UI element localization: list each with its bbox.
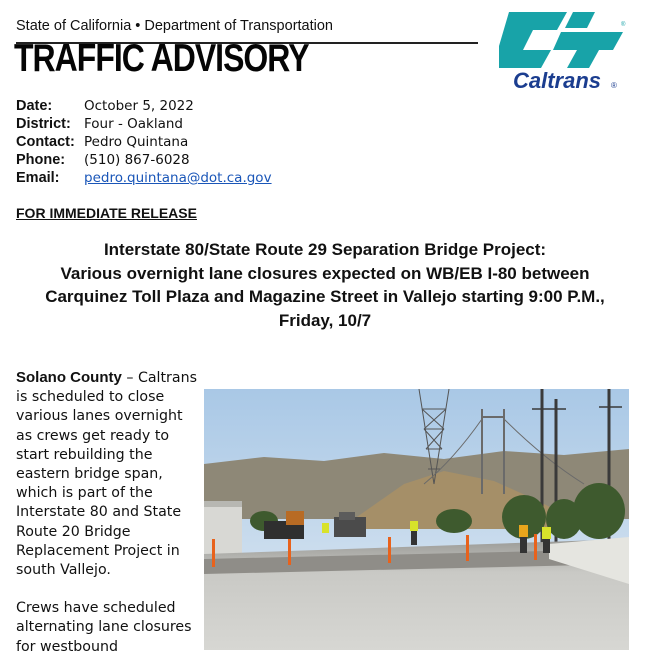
phone-label: Phone: <box>16 152 66 168</box>
headline-line-3: Carquinez Toll Plaza and Magazine Street in Vallejo starting 9:00 P.M., <box>45 287 605 306</box>
headline-line-2: Various overnight lane closures expected on WB/EB I-80 between <box>60 263 590 283</box>
agency-line: State of California • Department of Transportation <box>16 18 333 34</box>
caltrans-logo <box>499 6 631 94</box>
headline-line-4: Friday, 10/7 <box>278 310 372 330</box>
contact-label: Contact: <box>16 134 75 150</box>
left-structure <box>204 504 242 554</box>
email-label: Email: <box>16 170 60 186</box>
paragraph-1 <box>16 368 201 580</box>
caltrans-wordmark: Caltrans <box>513 68 602 93</box>
caltrans-t-mark <box>553 32 623 68</box>
date-label: Date: <box>16 98 53 114</box>
registered-mark: ® <box>611 81 617 90</box>
construction-photo <box>204 389 629 650</box>
paragraph-2: Crews have scheduled alternating lane closures for westbound <box>16 600 192 655</box>
district-label: District: <box>16 116 71 132</box>
page-title: TRAFFIC ADVISORY <box>14 37 309 80</box>
body-text <box>16 368 201 657</box>
date-value: October 5, 2022 <box>84 98 194 114</box>
district-value: Four - Oakland <box>84 116 183 132</box>
phone-value: (510) 867-6028 <box>84 152 190 168</box>
contact-block <box>16 97 272 187</box>
headline <box>0 238 650 332</box>
contact-value: Pedro Quintana <box>84 134 189 150</box>
dateline: Solano County <box>16 369 122 386</box>
headline-line-1: Interstate 80/State Route 29 Separation Bridge Project: <box>103 240 547 259</box>
registered-mark-top: ® <box>621 22 626 28</box>
caltrans-c-mark <box>499 12 567 68</box>
release-label: FOR IMMEDIATE RELEASE <box>16 205 197 221</box>
paragraph-1-text: – Caltrans is scheduled to close various lanes overnight as crews get ready to start rebuilding the eastern bridge span, which is part of the Interstate 80 and State Route 20 Bridge Replacement Project in south Vallejo. <box>16 370 197 579</box>
email-link[interactable]: pedro.quintana@dot.ca.gov <box>84 170 272 186</box>
